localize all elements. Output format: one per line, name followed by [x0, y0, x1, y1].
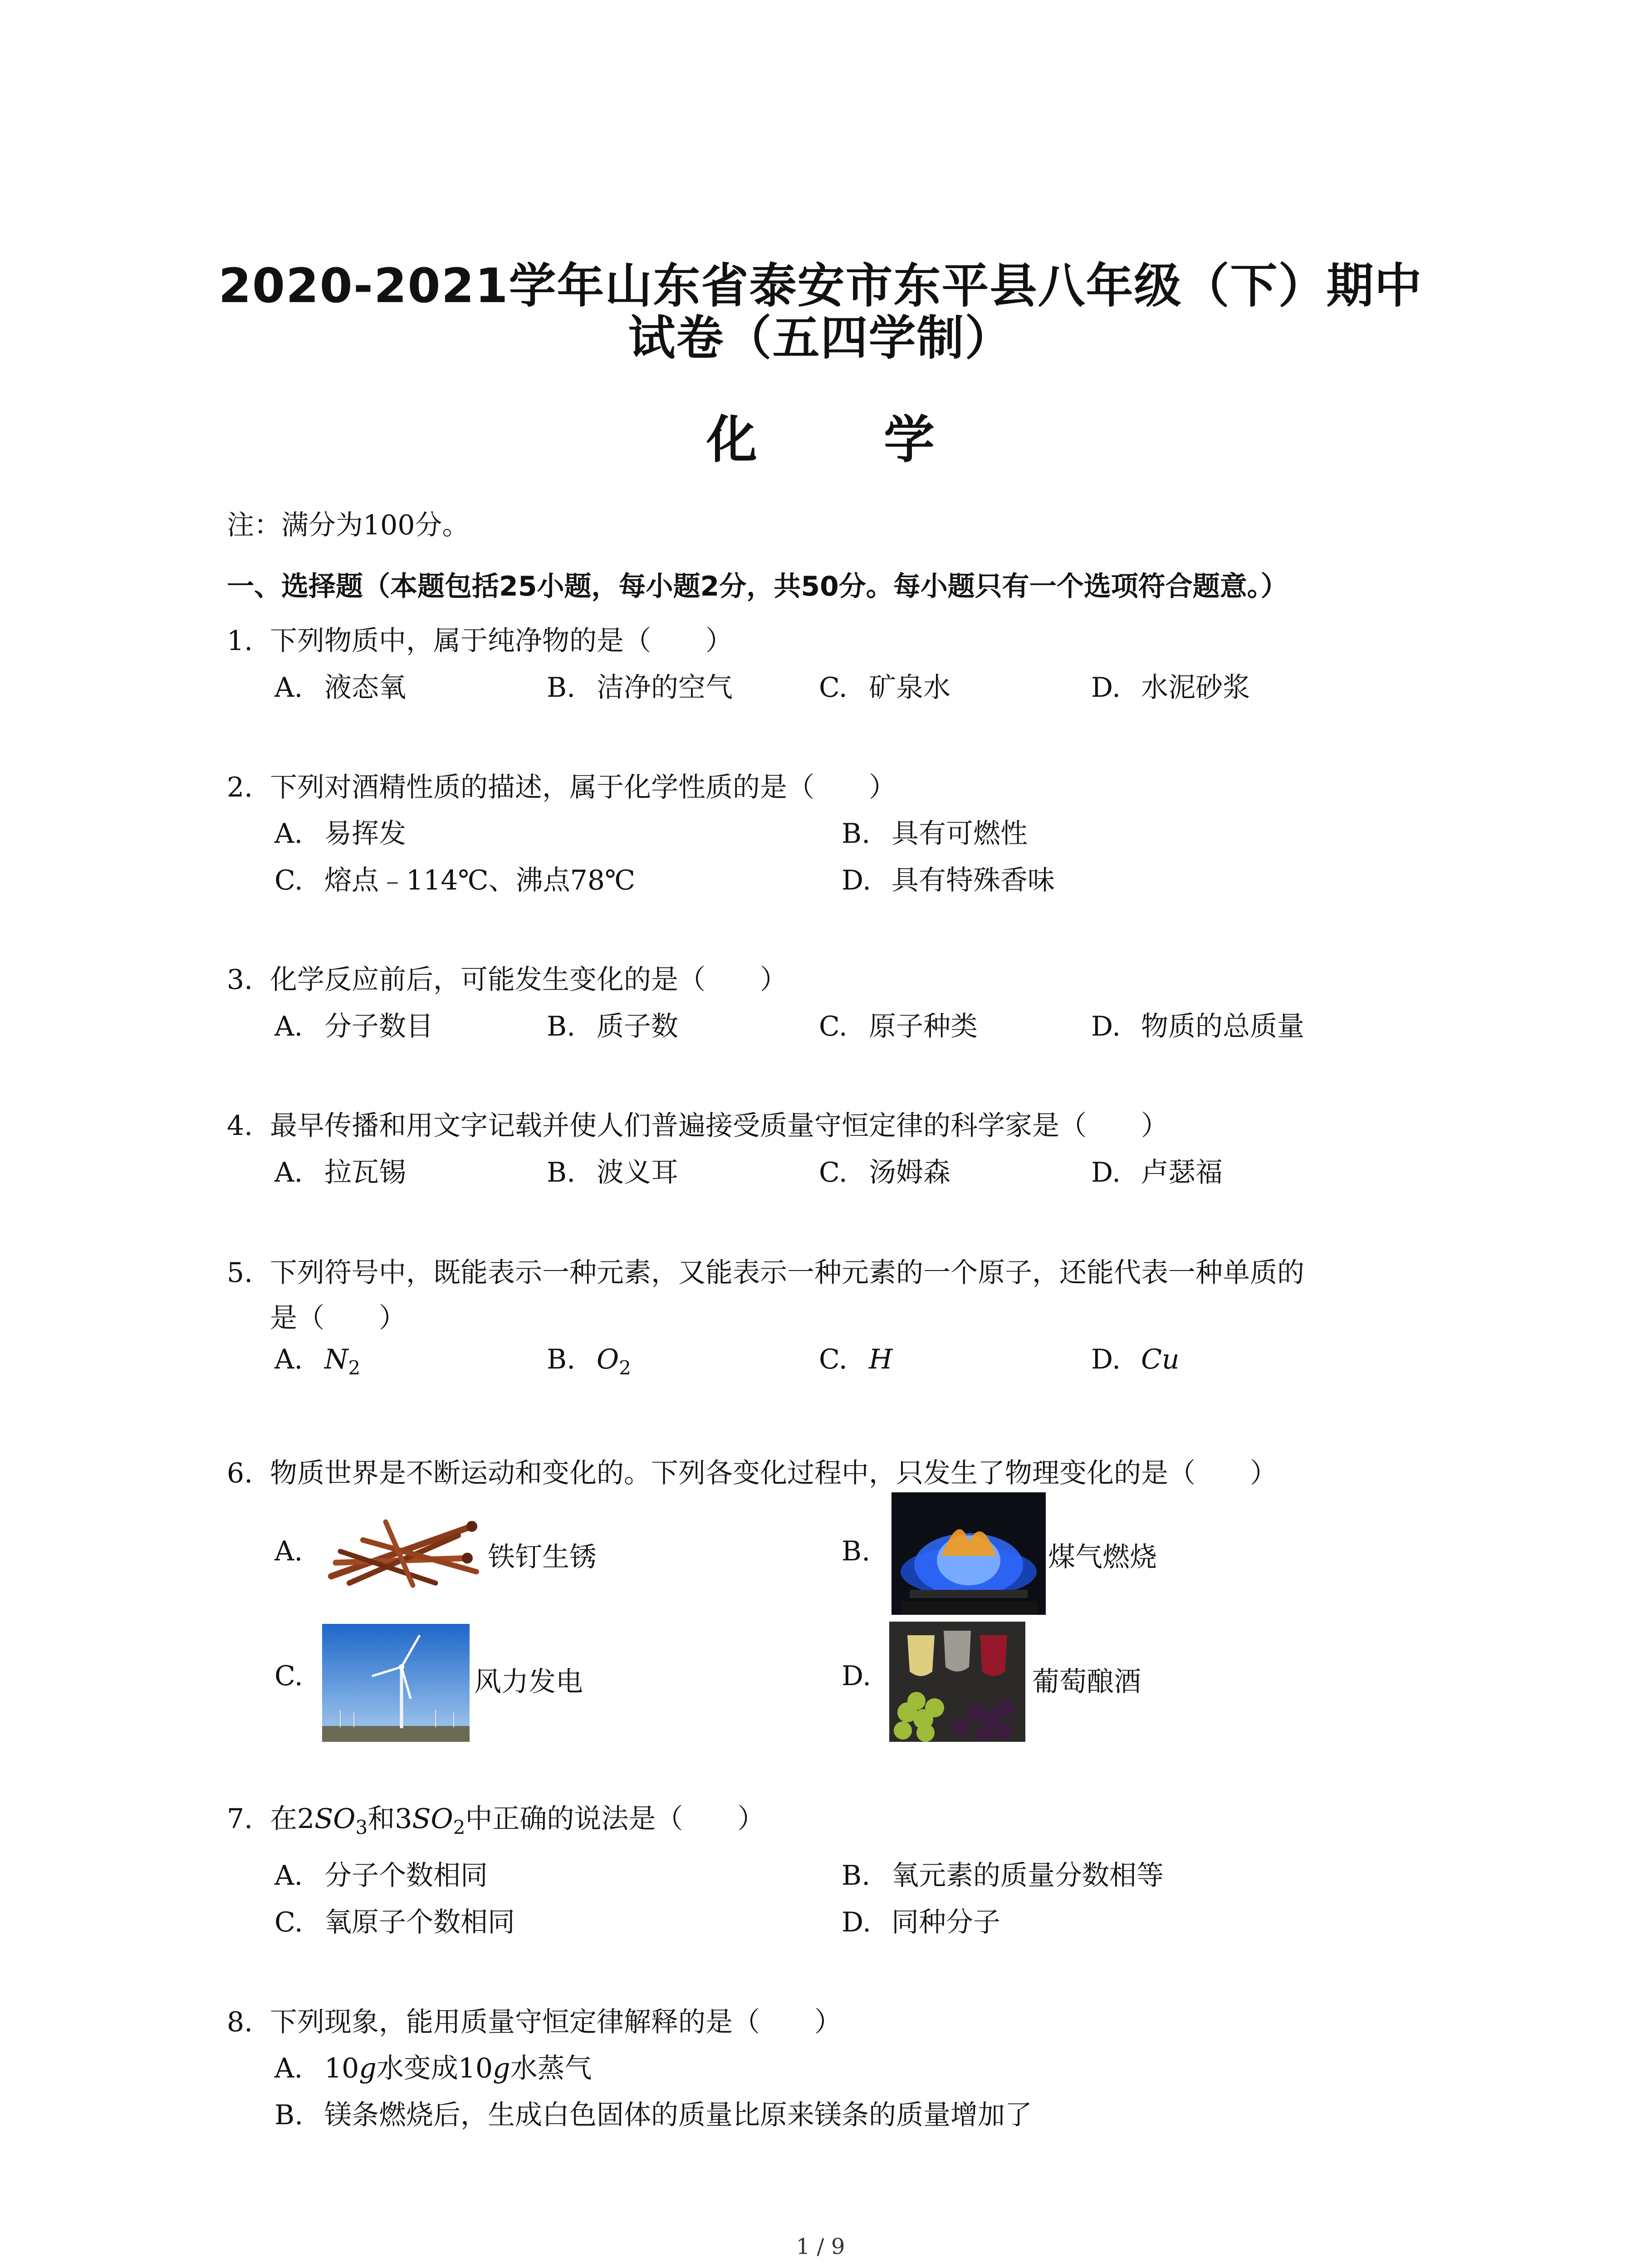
- option-b: B. 镁条燃烧后，生成白色固体的质量比原来镁条的质量增加了: [274, 2099, 1032, 2131]
- option-c: C. 氧原子个数相同: [274, 1906, 515, 1938]
- gas-flame-photo: [892, 1492, 1046, 1615]
- option-d: D. 同种分子: [842, 1906, 1000, 1938]
- option-d: D. 水泥砂浆: [1091, 672, 1250, 704]
- question-5: [227, 1251, 1304, 1290]
- option-b-label: B.: [842, 1535, 871, 1567]
- question-number: 8.: [227, 2006, 253, 2038]
- page-number: 1 / 9: [796, 2234, 845, 2259]
- question-text: 下列物质中，属于纯净物的是（ ）: [270, 625, 733, 657]
- option-c: 风力发电: [474, 1666, 583, 1698]
- question-number: 3.: [227, 964, 253, 996]
- option-a: A. 分子个数相同: [274, 1860, 488, 1892]
- question-4: [227, 1104, 1168, 1143]
- question-number: 1.: [227, 625, 253, 657]
- option-c: C. H: [819, 1344, 893, 1375]
- section-heading: 一、选择题（本题包括25小题，每小题2分，共50分。每小题只有一个选项符合题意。）: [227, 571, 1288, 602]
- exam-title-line2: 试卷（五四学制）: [628, 310, 1013, 366]
- option-c: C. 原子种类: [819, 1011, 978, 1042]
- question-text: 下列现象，能用质量守恒定律解释的是（ ）: [270, 2006, 842, 2038]
- option-b: B. $O_2$: [547, 1344, 631, 1379]
- question-number: 4.: [227, 1110, 253, 1142]
- option-a: 铁钉生锈: [488, 1541, 597, 1573]
- question-number: 5.: [227, 1257, 253, 1289]
- question-text: 最早传播和用文字记载并使人们普遍接受质量守恒定律的科学家是（ ）: [270, 1110, 1168, 1142]
- option-a: A. 液态氧: [274, 672, 406, 704]
- option-b: B. 具有可燃性: [842, 818, 1028, 850]
- option-b: 煤气燃烧: [1048, 1541, 1157, 1573]
- question-number: 6.: [227, 1457, 253, 1489]
- option-a: A. 易挥发: [274, 818, 406, 850]
- question-8: [227, 2000, 842, 2039]
- question-7: 7. 在$2SO_3$和$3SO_2$中正确的说法是（ ）: [227, 1803, 765, 1838]
- wine-grapes-photo: [889, 1622, 1025, 1742]
- option-a: A. 拉瓦锡: [274, 1157, 406, 1188]
- option-c-label: C.: [274, 1660, 303, 1692]
- option-b: B. 洁净的空气: [547, 672, 733, 704]
- option-d: D. 卢瑟福: [1091, 1157, 1223, 1188]
- option-b: B. 波义耳: [547, 1157, 678, 1188]
- option-a: A. $N_2$: [274, 1344, 361, 1379]
- option-c: C. 汤姆森: [819, 1157, 950, 1188]
- question-text: 物质世界是不断运动和变化的。下列各变化过程中，只发生了物理变化的是（ ）: [270, 1457, 1277, 1489]
- option-d: 葡萄酿酒: [1032, 1666, 1141, 1698]
- question-2: [227, 766, 896, 805]
- subject-heading: 化 学: [706, 411, 989, 469]
- option-a: A. 10g水变成10g水蒸气: [274, 2053, 592, 2084]
- option-d: D. 物质的总质量: [1091, 1011, 1304, 1042]
- question-text-continued: 是（ ）: [270, 1302, 406, 1334]
- wind-turbine-photo: [322, 1624, 470, 1742]
- question-3: [227, 958, 787, 997]
- question-text: 下列对酒精性质的描述，属于化学性质的是（ ）: [270, 772, 896, 803]
- exam-title-line1: 2020-2021学年山东省泰安市东平县八年级（下）期中: [218, 258, 1423, 313]
- rusty-nails-photo: [322, 1508, 485, 1592]
- question-number: 2.: [227, 772, 253, 803]
- score-note: 注：满分为100分。: [227, 509, 470, 541]
- option-a-label: A.: [274, 1535, 303, 1567]
- question-text: 化学反应前后，可能发生变化的是（ ）: [270, 964, 787, 996]
- question-text: 下列符号中，既能表示一种元素，又能表示一种元素的一个原子，还能代表一种单质的: [270, 1257, 1304, 1289]
- option-d: D. 具有特殊香味: [842, 865, 1055, 896]
- option-b: B. 质子数: [547, 1011, 678, 1042]
- option-c: C. 矿泉水: [819, 672, 950, 704]
- question-1: [227, 619, 733, 658]
- option-a: A. 分子数目: [274, 1011, 433, 1042]
- question-6: [227, 1452, 1277, 1491]
- option-d-label: D.: [842, 1660, 872, 1692]
- option-c: C. 熔点﹣114℃、沸点78℃: [274, 865, 636, 896]
- option-b: B. 氧元素的质量分数相等: [842, 1860, 1164, 1892]
- question-number: 7.: [227, 1803, 253, 1835]
- option-d: D. Cu: [1091, 1344, 1180, 1375]
